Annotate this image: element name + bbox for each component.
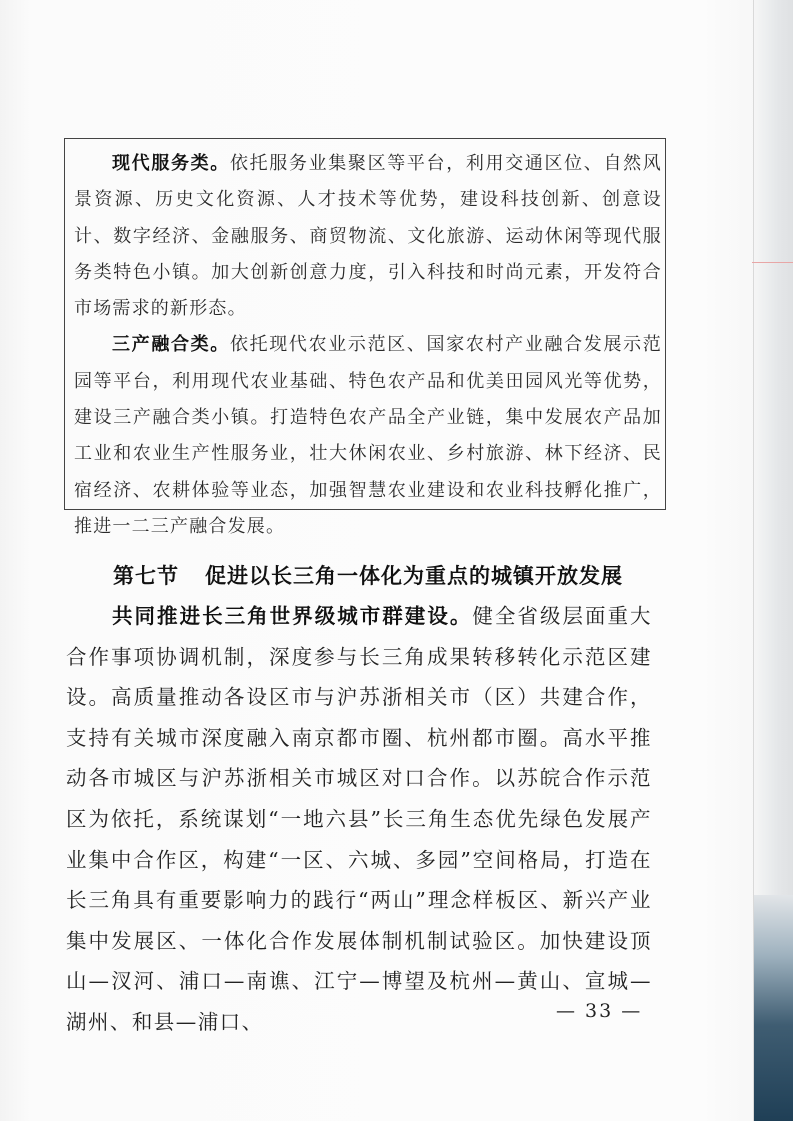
box-paragraph-industry-integration [74,327,662,545]
box-paragraph-lead: 现代服务类。 [112,153,230,174]
body-text [66,596,652,1043]
body-paragraph-lead: 共同推进长三角世界级城市群建设。 [112,604,473,628]
box-paragraph-body: 依托现代农业示范区、国家农村产业融合发展示范园等平台，利用现代农业基础、特色农产品和优美田园风光等优势，建设三产融合类小镇。打造特色农产品全产业链，集中发展农产品加工业和农业生产性服务业，壮大休闲农业、乡村旅游、林下经济、民宿经济、农耕体验等业态，加强智慧农业建设和农业科技孵化推广，推进一二三产融合发展。 [74,334,662,537]
sidebar-box-text [74,146,662,545]
scan-edge-shadow [753,895,793,1121]
page-number: — 33 — [556,1000,643,1022]
section-number: 第七节 [113,563,179,588]
section-heading [113,560,623,590]
box-paragraph-body: 依托服务业集聚区等平台，利用交通区位、自然风景资源、历史文化资源、人才技术等优势，建设科技创新、创意设计、数字经济、金融服务、商贸物流、文化旅游、运动休闲等现代服务类特色小镇。加大创新创意力度，引入科技和时尚元素，开发符合市场需求的新形态。 [74,153,662,320]
page-edge-line [753,0,754,1121]
box-paragraph-lead: 三产融合类。 [112,334,230,356]
margin-mark [752,262,793,263]
body-paragraph [66,596,652,1043]
box-paragraph-modern-services [74,146,662,327]
body-paragraph-text: 健全省级层面重大合作事项协调机制，深度参与长三角成果转移转化示范区建设。高质量推动各设区市与沪苏浙相关市（区）共建合作，支持有关城市深度融入南京都市圈、杭州都市圈。高水平推动各市城区与沪苏浙相关市城区对口合作。以苏皖合作示范区为依托，系统谋划“一地六县”长三角生态优先绿色发展产业集中合作区，构建“一区、六城、多园”空间格局，打造在长三角具有重要影响力的践行“两山”理念样板区、新兴产业集中发展区、一体化合作发展体制机制试验区。加快建设顶山—汊河、浦口—南谯、江宁—博望及杭州—黄山、宣城—湖州、和县—浦口、 [66,604,652,1034]
section-title: 促进以长三角一体化为重点的城镇开放发展 [205,563,623,588]
